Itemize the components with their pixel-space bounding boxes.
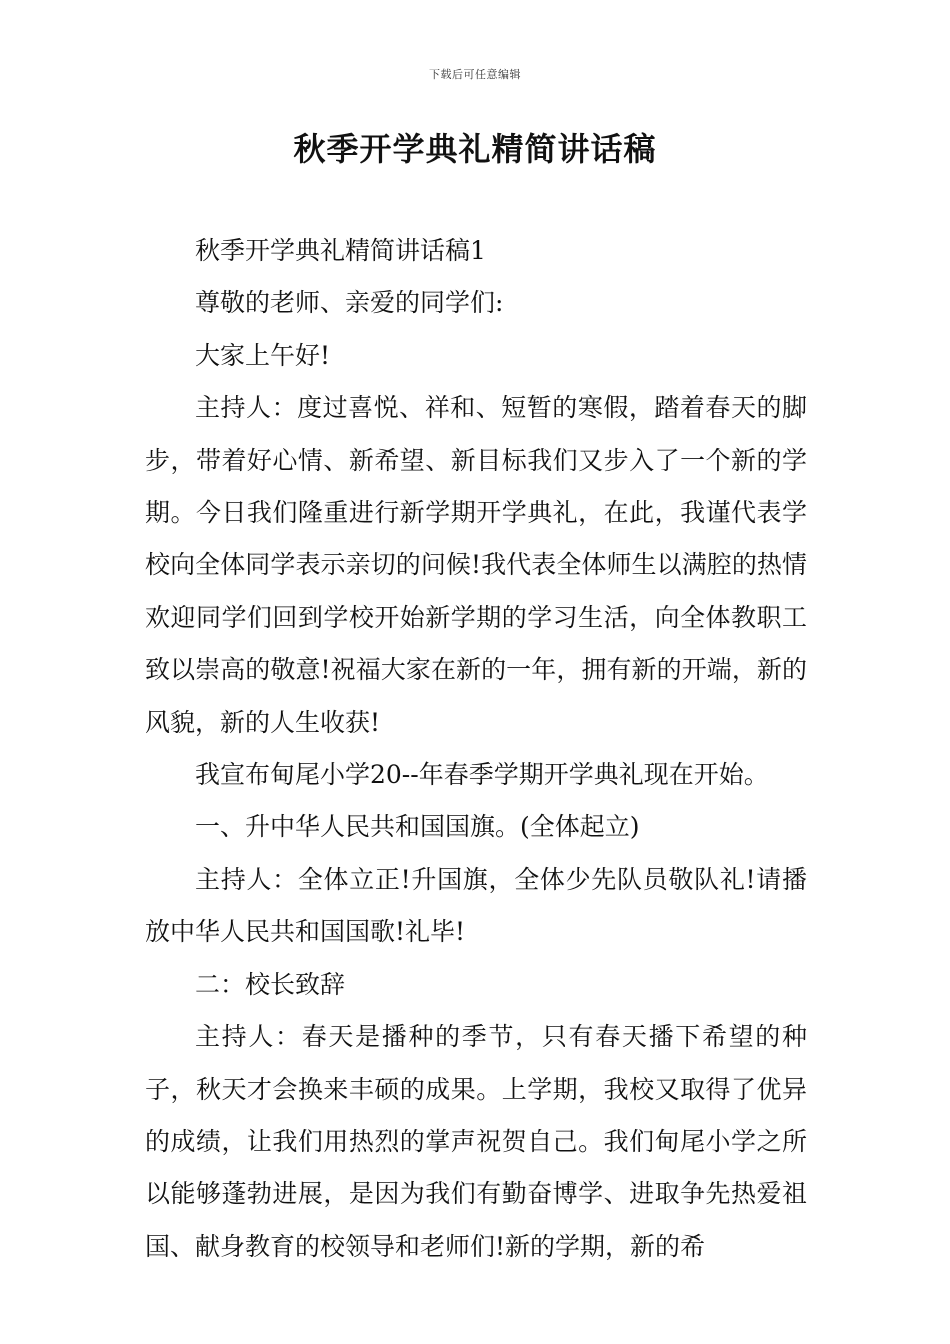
document-title: 秋季开学典礼精简讲话稿 [293,130,657,168]
paragraph-section-principal: 二：校长致辞 [195,969,346,999]
header-note: 下载后可任意编辑 [429,68,521,81]
paragraph-greeting: 大家上午好! [195,340,331,370]
paragraph-announcement: 我宣布甸尾小学20--年春季学期开学典礼现在开始。 [195,760,769,790]
paragraph-flag-ceremony: 主持人：全体立正!升国旗，全体少先队员敬队礼!请播放中华人民共和国国歌!礼毕! [145,864,807,947]
paragraph-spring-speech: 主持人：春天是播种的季节，只有春天播下希望的种子，秋天才会换来丰硕的成果。上学期，我校又取得了优异的成绩，让我们用热烈的掌声祝贺自己。我们甸尾小学之所以能够蓬勃进展，是因为我们有勤奋博学、进取争先热爱祖国、献身教育的校领导和老师们!新的学期，新的希 [145,1022,807,1261]
document-body [145,225,807,1273]
paragraph-section-flag: 一、升中华人民共和国国旗。(全体起立) [195,812,640,842]
paragraph-opening-speech: 主持人：度过喜悦、祥和、短暂的寒假，踏着春天的脚步，带着好心情、新希望、新目标我们又步入了一个新的学期。今日我们隆重进行新学期开学典礼，在此，我谨代表学校向全体同学表示亲切的问候!我代表全体师生以满腔的热情欢迎同学们回到学校开始新学期的学习生活，向全体教职工致以崇高的敬意!祝福大家在新的一年，拥有新的开端，新的风貌，新的人生收获! [145,393,807,737]
paragraph-salutation: 尊敬的老师、亲爱的同学们: [195,288,504,318]
paragraph-subtitle: 秋季开学典礼精简讲话稿1 [195,236,486,265]
